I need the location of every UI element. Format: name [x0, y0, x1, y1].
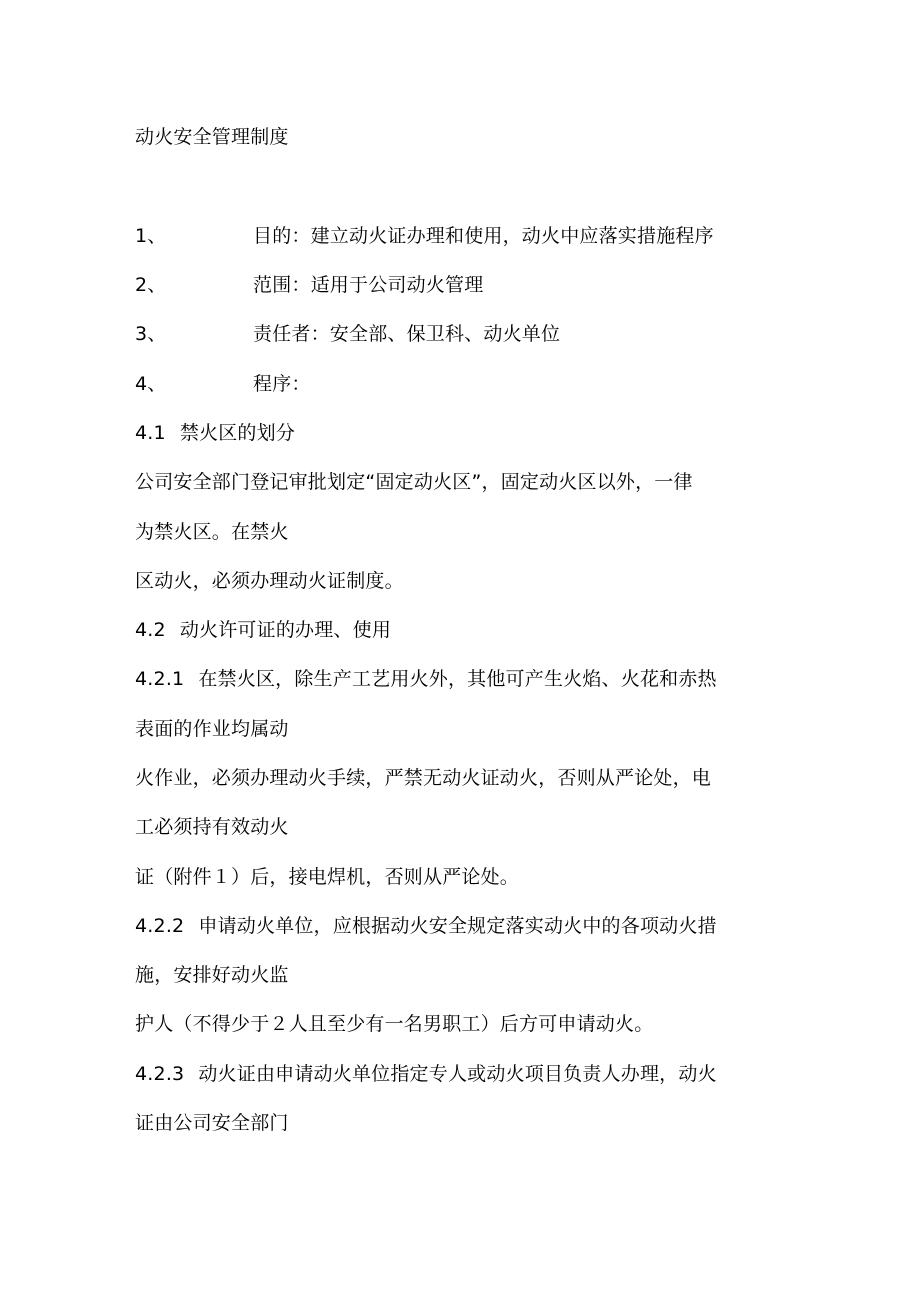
item-2 — [135, 272, 755, 298]
section-text: 申请动火单位，应根据动火安全规定落实动火中的各项动火措 — [198, 915, 717, 937]
section-title: 禁火区的划分 — [179, 422, 296, 444]
item-text: 范围：适用于公司动火管理 — [253, 274, 484, 296]
item-1 — [135, 223, 755, 249]
section-4-1-line: 公司安全部门登记审批划定“固定动火区”，固定动火区以外，一律 — [135, 471, 693, 493]
section-4-2-3-line: 证由公司安全部门 — [135, 1112, 289, 1134]
section-number: 4.2 — [135, 619, 166, 641]
item-number: 4、 — [135, 373, 167, 395]
section-4-2-1-line: 证（附件１）后，接电焊机，否则从严论处。 — [135, 866, 520, 888]
section-text: 在禁火区，除生产工艺用火外，其他可产生火焰、火花和赤热 — [198, 668, 717, 690]
section-4-2-1-line: 工必须持有效动火 — [135, 816, 289, 838]
section-4-2-2-line: 护人（不得少于２人且至少有一名男职工）后方可申请动火。 — [135, 1013, 654, 1035]
section-4-2-2-line: 施，安排好动火监 — [135, 964, 289, 986]
section-4-2-1-line: 表面的作业均属动 — [135, 718, 289, 740]
section-title: 动火许可证的办理、使用 — [179, 619, 392, 641]
item-3 — [135, 321, 755, 347]
section-4-2-1-line: 火作业，必须办理动火手续，严禁无动火证动火，否则从严论处，电 — [135, 767, 712, 789]
section-number: 4.2.2 — [135, 915, 185, 937]
item-text: 责任者：安全部、保卫科、动火单位 — [253, 323, 561, 345]
section-4-2-heading — [135, 617, 755, 643]
item-number: 3、 — [135, 323, 167, 345]
item-4 — [135, 371, 755, 397]
item-number: 2、 — [135, 274, 167, 296]
section-4-1-line: 区动火，必须办理动火证制度。 — [135, 570, 404, 592]
item-text: 目的：建立动火证办理和使用，动火中应落实措施程序 — [253, 225, 714, 247]
item-text: 程序： — [253, 373, 311, 395]
section-4-1-heading — [135, 420, 755, 446]
item-number: 1、 — [135, 225, 167, 247]
section-4-1-line: 为禁火区。在禁火 — [135, 521, 289, 543]
section-number: 4.1 — [135, 422, 166, 444]
section-text: 动火证由申请动火单位指定专人或动火项目负责人办理，动火 — [198, 1063, 717, 1085]
section-number: 4.2.1 — [135, 668, 185, 690]
document-title: 动火安全管理制度 — [135, 126, 289, 148]
section-number: 4.2.3 — [135, 1063, 185, 1085]
section-4-2-3-first-line — [135, 1061, 755, 1087]
section-4-2-1-first-line — [135, 666, 755, 692]
section-4-2-2-first-line — [135, 913, 755, 939]
